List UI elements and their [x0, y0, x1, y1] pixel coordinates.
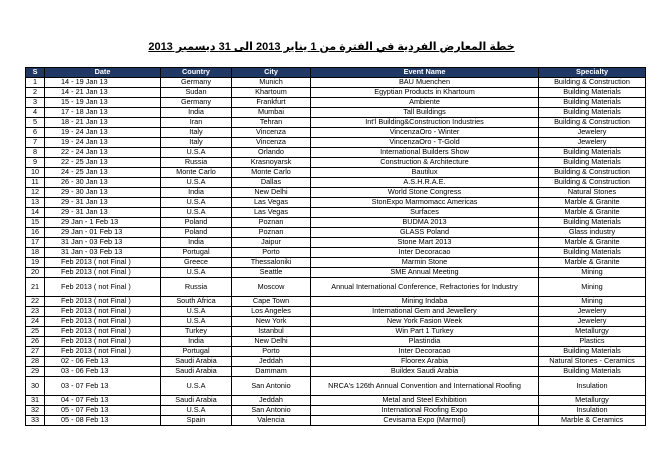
- column-header-event-name: Event Name: [311, 68, 539, 78]
- table-row: [26, 396, 646, 406]
- cell-country: Portugal: [161, 248, 232, 258]
- cell-event-name: VincenzaOro - T-Gold: [311, 138, 539, 148]
- cell-event-name: Floorex Arabia: [311, 357, 539, 367]
- cell-city: Las Vegas: [232, 208, 311, 218]
- cell-country: South Africa: [161, 297, 232, 307]
- cell-specialty: Metallurgy: [539, 327, 646, 337]
- cell-date: Feb 2013 ( not Final ): [45, 317, 161, 327]
- cell-city: Mumbai: [232, 108, 311, 118]
- cell-specialty: Insulation: [539, 406, 646, 416]
- cell-country: U.S.A: [161, 377, 232, 396]
- cell-date: Feb 2013 ( not Final ): [45, 278, 161, 297]
- column-header-s: S: [26, 68, 45, 78]
- cell-city: Jeddah: [232, 357, 311, 367]
- table-row: [26, 406, 646, 416]
- cell-s: 13: [26, 198, 45, 208]
- cell-date: 15 - 19 Jan 13: [45, 98, 161, 108]
- table-row: [26, 297, 646, 307]
- cell-event-name: International Gem and Jewellery: [311, 307, 539, 317]
- cell-country: Italy: [161, 128, 232, 138]
- cell-city: Poznan: [232, 218, 311, 228]
- cell-event-name: International Builders Show: [311, 148, 539, 158]
- cell-city: Dallas: [232, 178, 311, 188]
- cell-date: 18 - 21 Jan 13: [45, 118, 161, 128]
- table-header: [26, 68, 646, 78]
- cell-date: 03 - 07 Feb 13: [45, 377, 161, 396]
- cell-date: 22 - 24 Jan 13: [45, 148, 161, 158]
- cell-event-name: International Roofing Expo: [311, 406, 539, 416]
- cell-country: U.S.A: [161, 307, 232, 317]
- cell-country: U.S.A: [161, 406, 232, 416]
- table-row: [26, 307, 646, 317]
- cell-specialty: Building Materials: [539, 347, 646, 357]
- cell-s: 33: [26, 416, 45, 426]
- cell-s: 30: [26, 377, 45, 396]
- cell-city: Khartoum: [232, 88, 311, 98]
- cell-s: 17: [26, 238, 45, 248]
- cell-specialty: Jewelery: [539, 307, 646, 317]
- cell-s: 31: [26, 396, 45, 406]
- cell-event-name: Inter Decoracao: [311, 347, 539, 357]
- cell-date: 26 - 30 Jan 13: [45, 178, 161, 188]
- cell-s: 28: [26, 357, 45, 367]
- cell-event-name: SME Annual Meeting: [311, 268, 539, 278]
- cell-date: 29 - 31 Jan 13: [45, 208, 161, 218]
- cell-country: India: [161, 108, 232, 118]
- cell-event-name: Ambiente: [311, 98, 539, 108]
- cell-s: 15: [26, 218, 45, 228]
- table-row: [26, 88, 646, 98]
- table-row: [26, 327, 646, 337]
- cell-s: 4: [26, 108, 45, 118]
- table-row: [26, 108, 646, 118]
- table-row: [26, 218, 646, 228]
- cell-date: 22 - 25 Jan 13: [45, 158, 161, 168]
- cell-country: U.S.A: [161, 178, 232, 188]
- cell-country: India: [161, 238, 232, 248]
- cell-country: India: [161, 337, 232, 347]
- table-row: [26, 188, 646, 198]
- cell-city: New Delhi: [232, 337, 311, 347]
- cell-s: 14: [26, 208, 45, 218]
- table-row: [26, 98, 646, 108]
- cell-city: Vincenza: [232, 128, 311, 138]
- cell-event-name: Surfaces: [311, 208, 539, 218]
- cell-event-name: VincenzaOro - Winter: [311, 128, 539, 138]
- cell-city: Tehran: [232, 118, 311, 128]
- table-row: [26, 357, 646, 367]
- cell-specialty: Jewelery: [539, 317, 646, 327]
- table-row: [26, 208, 646, 218]
- cell-specialty: Building Materials: [539, 88, 646, 98]
- cell-event-name: Tall Buildings: [311, 108, 539, 118]
- cell-country: U.S.A: [161, 148, 232, 158]
- cell-s: 24: [26, 317, 45, 327]
- cell-specialty: Plastics: [539, 337, 646, 347]
- cell-date: 05 - 08 Feb 13: [45, 416, 161, 426]
- cell-specialty: Building & Construction: [539, 118, 646, 128]
- cell-date: 14 - 21 Jan 13: [45, 88, 161, 98]
- cell-event-name: Cevisama Expo (Marmol): [311, 416, 539, 426]
- cell-specialty: Insulation: [539, 377, 646, 396]
- cell-s: 32: [26, 406, 45, 416]
- cell-event-name: BAU Muenchen: [311, 78, 539, 88]
- cell-date: Feb 2013 ( not Final ): [45, 268, 161, 278]
- cell-event-name: BUDMA 2013: [311, 218, 539, 228]
- cell-specialty: Marble & Granite: [539, 258, 646, 268]
- cell-country: Russia: [161, 278, 232, 297]
- cell-city: Jaipur: [232, 238, 311, 248]
- cell-date: Feb 2013 ( not Final ): [45, 297, 161, 307]
- cell-specialty: Building & Construction: [539, 168, 646, 178]
- column-header-country: Country: [161, 68, 232, 78]
- cell-date: 19 - 24 Jan 13: [45, 138, 161, 148]
- cell-s: 1: [26, 78, 45, 88]
- cell-s: 5: [26, 118, 45, 128]
- cell-event-name: Construction & Architecture: [311, 158, 539, 168]
- cell-city: Munich: [232, 78, 311, 88]
- cell-s: 27: [26, 347, 45, 357]
- cell-s: 2: [26, 88, 45, 98]
- table-row: [26, 377, 646, 396]
- cell-city: San Antonio: [232, 377, 311, 396]
- table-row: [26, 317, 646, 327]
- cell-country: Germany: [161, 98, 232, 108]
- cell-s: 6: [26, 128, 45, 138]
- cell-date: Feb 2013 ( not Final ): [45, 337, 161, 347]
- cell-date: 02 - 06 Feb 13: [45, 357, 161, 367]
- document-title: خطة المعارض الفردية في الفترة من 1 يناير 2013 الى 31 ديسمبر 2013: [148, 41, 515, 53]
- cell-specialty: Jewelery: [539, 128, 646, 138]
- header-row: [26, 68, 646, 78]
- cell-date: 05 - 07 Feb 13: [45, 406, 161, 416]
- cell-s: 22: [26, 297, 45, 307]
- cell-specialty: Marble & Granite: [539, 208, 646, 218]
- table-row: [26, 347, 646, 357]
- cell-specialty: Jewelery: [539, 138, 646, 148]
- cell-city: Orlando: [232, 148, 311, 158]
- cell-country: U.S.A: [161, 198, 232, 208]
- cell-specialty: Marble & Granite: [539, 238, 646, 248]
- table-row: [26, 118, 646, 128]
- cell-city: Dammam: [232, 367, 311, 377]
- table-row: [26, 78, 646, 88]
- cell-s: 12: [26, 188, 45, 198]
- cell-country: Saudi Arabia: [161, 367, 232, 377]
- cell-event-name: Marmin Stone: [311, 258, 539, 268]
- cell-country: Greece: [161, 258, 232, 268]
- table-row: [26, 168, 646, 178]
- cell-event-name: A.S.H.R.A.E.: [311, 178, 539, 188]
- cell-specialty: Building Materials: [539, 367, 646, 377]
- table-row: [26, 228, 646, 238]
- cell-city: Krasnoyarsk: [232, 158, 311, 168]
- cell-s: 25: [26, 327, 45, 337]
- cell-date: 29 - 30 Jan 13: [45, 188, 161, 198]
- cell-specialty: Building Materials: [539, 218, 646, 228]
- cell-event-name: Annual International Conference, Refractories for Industry: [311, 278, 539, 297]
- cell-event-name: NRCA's 126th Annual Convention and International Roofing: [311, 377, 539, 396]
- table-row: [26, 278, 646, 297]
- cell-city: Seattle: [232, 268, 311, 278]
- cell-city: Las Vegas: [232, 198, 311, 208]
- cell-specialty: Marble & Granite: [539, 198, 646, 208]
- cell-city: Istanbul: [232, 327, 311, 337]
- cell-country: Monte Carlo: [161, 168, 232, 178]
- cell-event-name: Metal and Steel Exhibition: [311, 396, 539, 406]
- cell-date: 04 - 07 Feb 13: [45, 396, 161, 406]
- cell-date: 31 Jan - 03 Feb 13: [45, 238, 161, 248]
- cell-country: Sudan: [161, 88, 232, 98]
- cell-country: U.S.A: [161, 208, 232, 218]
- cell-country: Italy: [161, 138, 232, 148]
- table-row: [26, 367, 646, 377]
- cell-specialty: Building Materials: [539, 158, 646, 168]
- cell-specialty: Mining: [539, 278, 646, 297]
- cell-date: 14 - 19 Jan 13: [45, 78, 161, 88]
- cell-s: 18: [26, 248, 45, 258]
- cell-event-name: Bautilux: [311, 168, 539, 178]
- cell-s: 20: [26, 268, 45, 278]
- cell-city: San Antonio: [232, 406, 311, 416]
- cell-s: 26: [26, 337, 45, 347]
- cell-country: Spain: [161, 416, 232, 426]
- cell-city: Porto: [232, 248, 311, 258]
- cell-s: 11: [26, 178, 45, 188]
- cell-date: 17 - 18 Jan 13: [45, 108, 161, 118]
- table-row: [26, 158, 646, 168]
- cell-event-name: GLASS Poland: [311, 228, 539, 238]
- cell-event-name: Egyptian Products in Khartoum: [311, 88, 539, 98]
- cell-date: 29 - 31 Jan 13: [45, 198, 161, 208]
- cell-date: 19 - 24 Jan 13: [45, 128, 161, 138]
- cell-city: Los Angeles: [232, 307, 311, 317]
- cell-specialty: Glass industry: [539, 228, 646, 238]
- cell-specialty: Building Materials: [539, 98, 646, 108]
- cell-specialty: Marble & Ceramics: [539, 416, 646, 426]
- cell-event-name: New York Fasion Week: [311, 317, 539, 327]
- cell-date: 31 Jan - 03 Feb 13: [45, 248, 161, 258]
- cell-s: 23: [26, 307, 45, 317]
- cell-country: Saudi Arabia: [161, 396, 232, 406]
- cell-specialty: Natural Stones - Ceramics: [539, 357, 646, 367]
- cell-country: Saudi Arabia: [161, 357, 232, 367]
- cell-country: Russia: [161, 158, 232, 168]
- cell-s: 10: [26, 168, 45, 178]
- cell-country: India: [161, 188, 232, 198]
- table-row: [26, 416, 646, 426]
- cell-event-name: StonExpo Marmomacc Americas: [311, 198, 539, 208]
- cell-country: Poland: [161, 228, 232, 238]
- cell-country: Portugal: [161, 347, 232, 357]
- cell-specialty: Mining: [539, 268, 646, 278]
- cell-date: Feb 2013 ( not Final ): [45, 307, 161, 317]
- cell-event-name: Plastindia: [311, 337, 539, 347]
- cell-event-name: Mining Indaba: [311, 297, 539, 307]
- cell-specialty: Building & Construction: [539, 78, 646, 88]
- cell-s: 9: [26, 158, 45, 168]
- cell-specialty: Building & Construction: [539, 178, 646, 188]
- cell-date: 03 - 06 Feb 13: [45, 367, 161, 377]
- cell-date: 24 - 25 Jan 13: [45, 168, 161, 178]
- cell-city: Valencia: [232, 416, 311, 426]
- cell-city: Porto: [232, 347, 311, 357]
- cell-event-name: Win Part 1 Turkey: [311, 327, 539, 337]
- table-row: [26, 148, 646, 158]
- column-header-specialty: Specialty: [539, 68, 646, 78]
- table-row: [26, 248, 646, 258]
- table-row: [26, 138, 646, 148]
- table-row: [26, 337, 646, 347]
- cell-city: Thessaloniki: [232, 258, 311, 268]
- cell-city: New York: [232, 317, 311, 327]
- cell-specialty: Mining: [539, 297, 646, 307]
- cell-event-name: Buildex Saudi Arabia: [311, 367, 539, 377]
- cell-s: 8: [26, 148, 45, 158]
- cell-event-name: Int'l Building&Construction Industries: [311, 118, 539, 128]
- cell-country: Germany: [161, 78, 232, 88]
- exhibitions-table: [25, 67, 646, 426]
- cell-city: Poznan: [232, 228, 311, 238]
- cell-date: 29 Jan - 01 Feb 13: [45, 228, 161, 238]
- table-body: [26, 78, 646, 426]
- cell-country: Poland: [161, 218, 232, 228]
- cell-s: 21: [26, 278, 45, 297]
- cell-country: Iran: [161, 118, 232, 128]
- cell-specialty: Building Materials: [539, 108, 646, 118]
- cell-specialty: Natural Stones: [539, 188, 646, 198]
- cell-s: 7: [26, 138, 45, 148]
- cell-country: U.S.A: [161, 268, 232, 278]
- column-header-city: City: [232, 68, 311, 78]
- cell-s: 29: [26, 367, 45, 377]
- cell-date: 29 Jan - 1 Feb 13: [45, 218, 161, 228]
- cell-date: Feb 2013 ( not Final ): [45, 347, 161, 357]
- cell-city: New Delhi: [232, 188, 311, 198]
- cell-country: Turkey: [161, 327, 232, 337]
- cell-city: Moscow: [232, 278, 311, 297]
- table-row: [26, 128, 646, 138]
- cell-city: Monte Carlo: [232, 168, 311, 178]
- table-row: [26, 238, 646, 248]
- cell-s: 16: [26, 228, 45, 238]
- cell-city: Jeddah: [232, 396, 311, 406]
- cell-city: Frankfurt: [232, 98, 311, 108]
- table-row: [26, 198, 646, 208]
- table-row: [26, 258, 646, 268]
- cell-specialty: Building Materials: [539, 248, 646, 258]
- cell-date: Feb 2013 ( not Final ): [45, 258, 161, 268]
- cell-event-name: Stone Mart 2013: [311, 238, 539, 248]
- column-header-date: Date: [45, 68, 161, 78]
- cell-s: 19: [26, 258, 45, 268]
- cell-city: Cape Town: [232, 297, 311, 307]
- cell-country: U.S.A: [161, 317, 232, 327]
- cell-specialty: Metallurgy: [539, 396, 646, 406]
- cell-event-name: World Stone Congress: [311, 188, 539, 198]
- table-row: [26, 268, 646, 278]
- cell-city: Vincenza: [232, 138, 311, 148]
- cell-s: 3: [26, 98, 45, 108]
- cell-specialty: Building Materials: [539, 148, 646, 158]
- table-row: [26, 178, 646, 188]
- cell-event-name: Inter Decoracao: [311, 248, 539, 258]
- cell-date: Feb 2013 ( not Final ): [45, 327, 161, 337]
